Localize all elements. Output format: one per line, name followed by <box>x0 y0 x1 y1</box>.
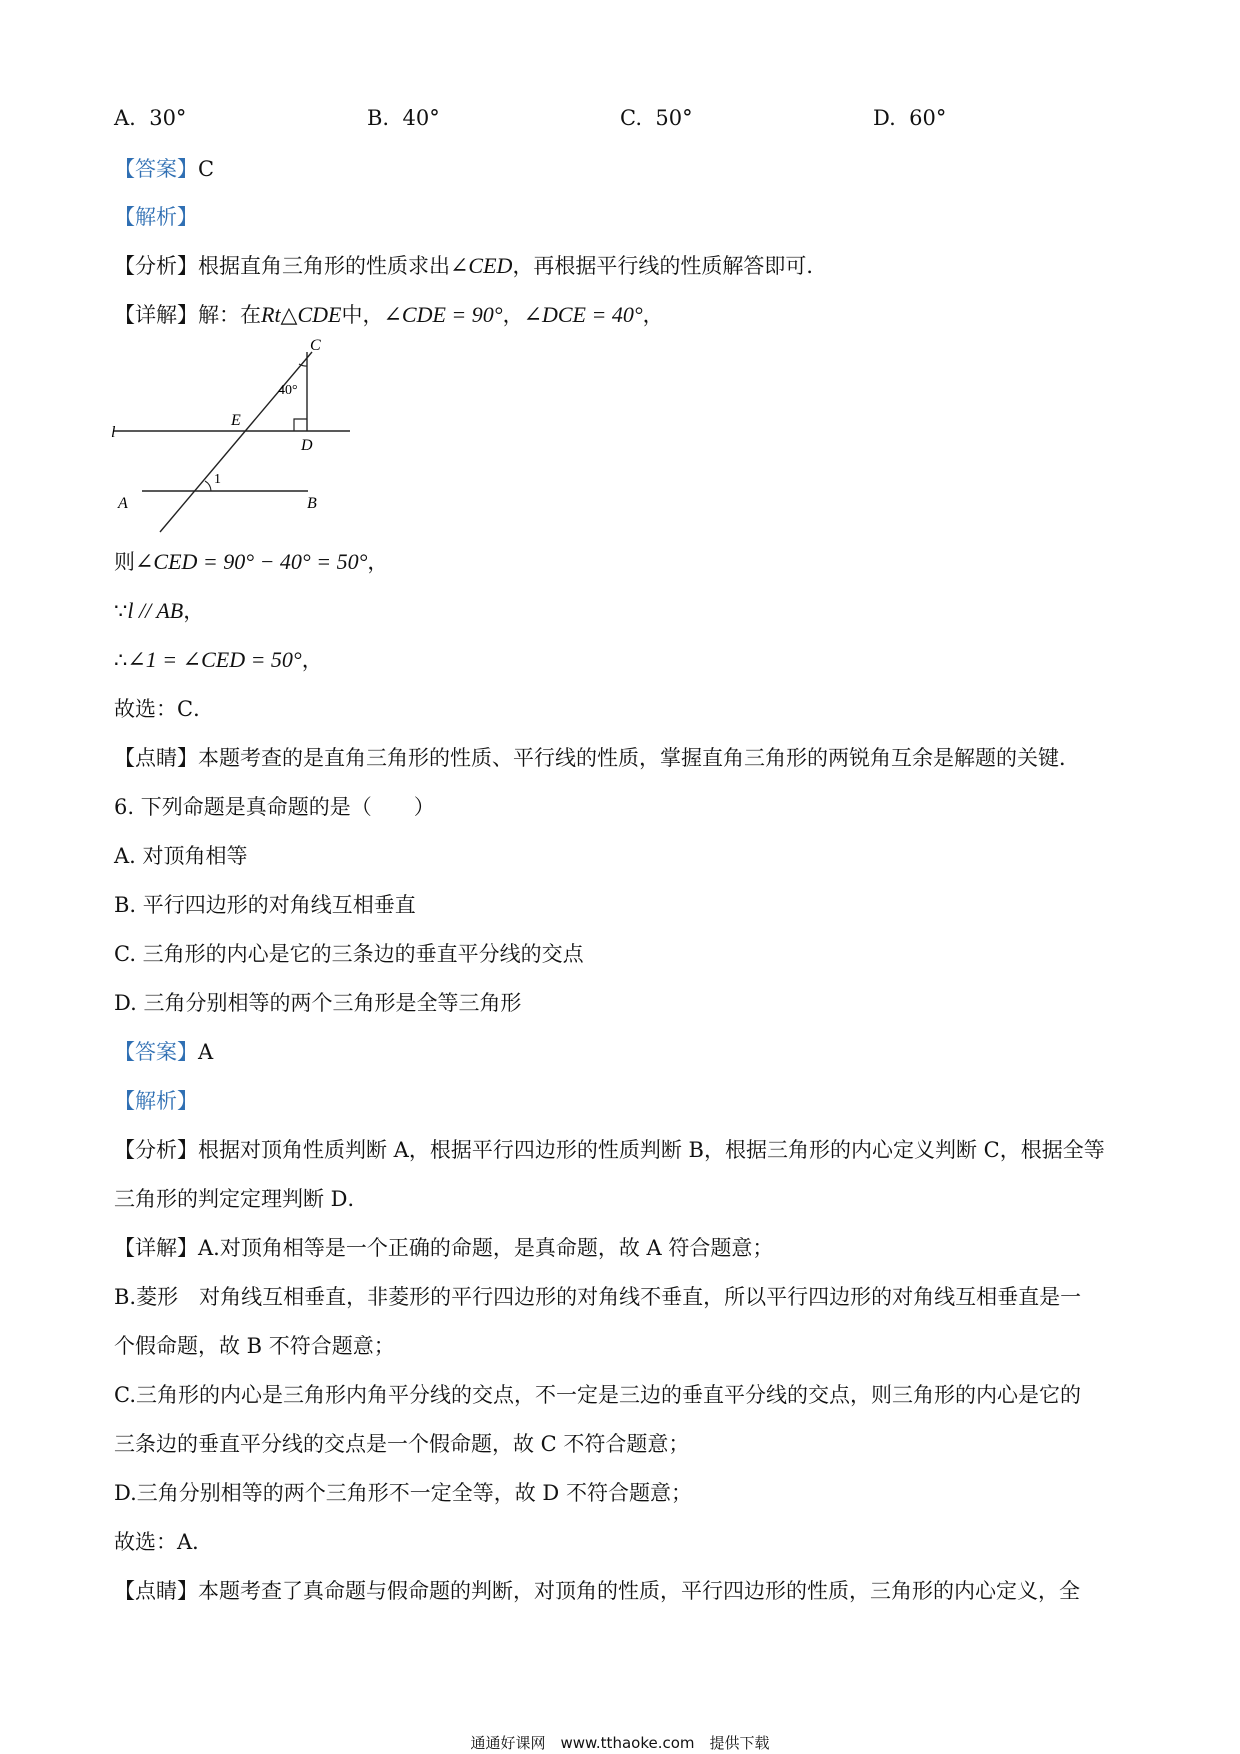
option-b: B. 40° <box>367 106 440 130</box>
q6-option-d: D. 三角分别相等的两个三角形是全等三角形 <box>114 991 522 1015</box>
q6-xiangjie-line6: D.三角分别相等的两个三角形不一定全等，故 D 不符合题意； <box>114 1481 692 1505</box>
q5-step1: 则∠CED = 90° − 40° = 50°， <box>114 549 389 574</box>
label-a: A <box>118 495 128 512</box>
q5-xiangjie: 【详解】解：在Rt△CDE中，∠CDE = 90°，∠DCE = 40°， <box>114 302 664 327</box>
q5-answer: 【答案】C <box>114 157 215 181</box>
q6-xiangjie-line5: 三条边的垂直平分线的交点是一个假命题，故 C 不符合题意； <box>114 1432 690 1456</box>
label-40: 40° <box>278 383 298 398</box>
q6-option-b: B. 平行四边形的对角线互相垂直 <box>114 893 416 917</box>
q6-xiangjie-line3: 个假命题，故 B 不符合题意； <box>114 1334 395 1358</box>
q5-step2: ∵l // AB， <box>114 598 205 623</box>
q6-fenxi-line1: 【分析】根据对顶角性质判断 A，根据平行四边形的性质判断 B，根据三角形的内心定义判断 C，根据全等 <box>114 1138 1105 1162</box>
q6-xiangjie-line4: C.三角形的内心是三角形内角平分线的交点，不一定是三边的垂直平分线的交点，则三角形的内心是它的 <box>114 1383 1081 1407</box>
q6-choice: 故选：A． <box>114 1530 214 1554</box>
transversal-ce <box>160 352 312 532</box>
q6-option-c: C. 三角形的内心是它的三条边的垂直平分线的交点 <box>114 942 584 966</box>
q5-step3: ∴∠1 = ∠CED = 50°， <box>114 647 323 672</box>
option-d: D. 60° <box>873 106 947 130</box>
q6-fenxi-line2: 三角形的判定定理判断 D． <box>114 1187 369 1211</box>
label-e: E <box>231 412 241 429</box>
right-angle-mark <box>294 419 307 431</box>
q6-xiangjie-line2: B.菱形 对角线互相垂直，非菱形的平行四边形的对角线不垂直，所以平行四边形的对角线互相垂直是一 <box>114 1285 1082 1309</box>
q6-analysis-tag: 【解析】 <box>114 1089 198 1113</box>
option-c: C. 50° <box>620 106 693 130</box>
option-a: A. 30° <box>114 106 187 130</box>
q5-fenxi: 【分析】根据直角三角形的性质求出∠CED，再根据平行线的性质解答即可． <box>114 253 828 278</box>
q6-xiangjie-line1: 【详解】A.对顶角相等是一个正确的命题，是真命题，故 A 符合题意； <box>114 1236 774 1260</box>
label-l: l <box>111 424 116 441</box>
q5-analysis-tag: 【解析】 <box>114 205 198 229</box>
q6-answer: 【答案】A <box>114 1040 214 1064</box>
angle-arc-1 <box>205 481 211 491</box>
q6-question: 6. 下列命题是真命题的是（ ） <box>114 795 435 819</box>
label-b: B <box>307 495 317 512</box>
q6-option-a: A. 对顶角相等 <box>114 844 248 868</box>
label-1: 1 <box>214 472 221 487</box>
label-d: D <box>301 437 313 454</box>
q5-dianjing: 【点睛】本题考查的是直角三角形的性质、平行线的性质，掌握直角三角形的两锐角互余是解题的关键． <box>114 746 1080 770</box>
label-c: C <box>310 337 321 354</box>
geometry-figure <box>108 336 368 536</box>
q5-choice: 故选：C． <box>114 697 215 721</box>
q6-dianjing: 【点睛】本题考查了真命题与假命题的判断，对顶角的性质，平行四边形的性质，三角形的内心定义，全 <box>114 1579 1080 1603</box>
page-footer: 通通好课网 www.tthaoke.com 提供下载 <box>470 1734 770 1752</box>
